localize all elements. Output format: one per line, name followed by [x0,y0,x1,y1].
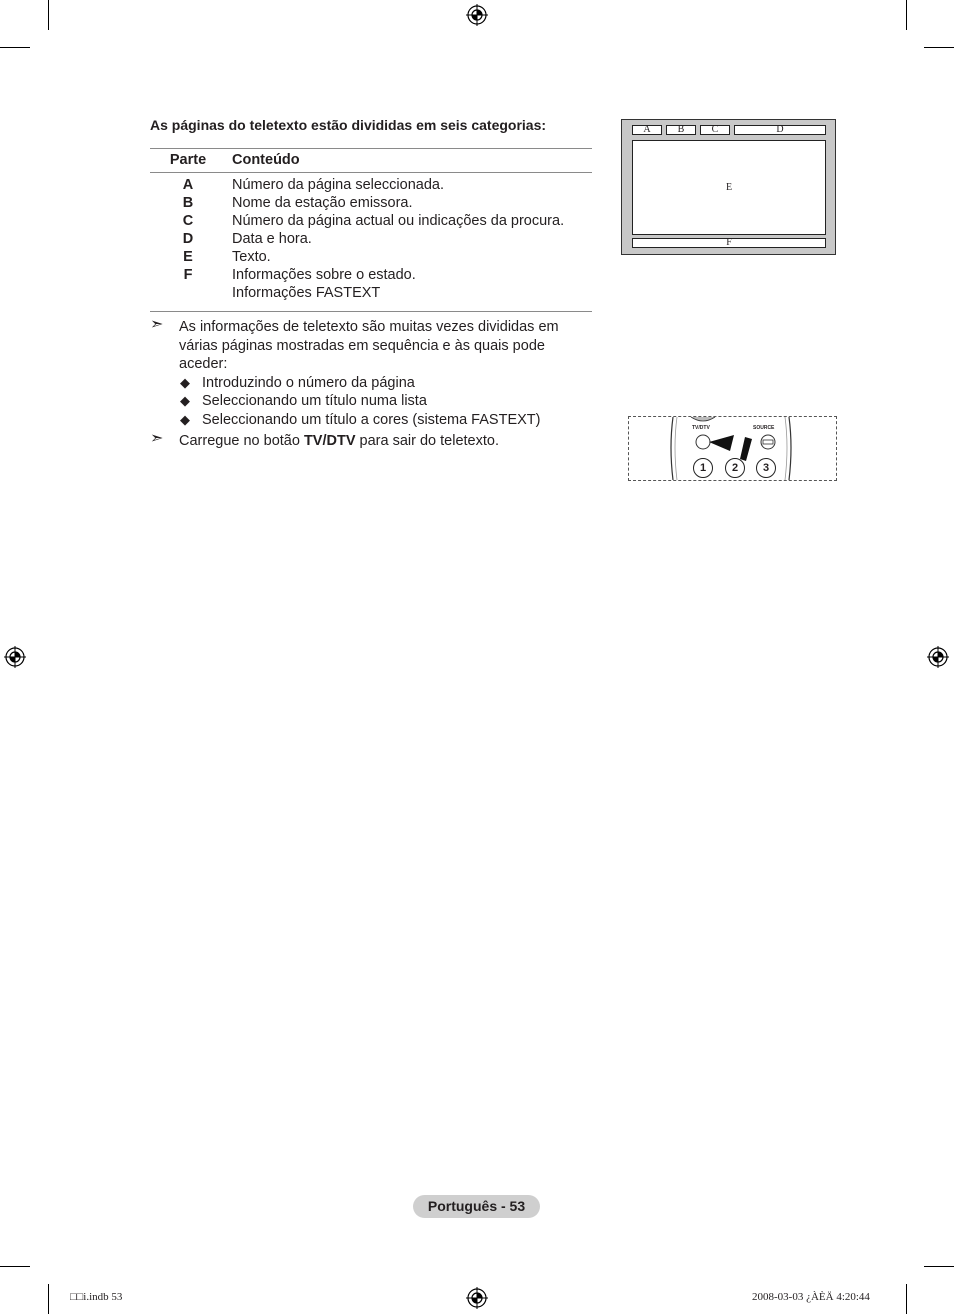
crop-mark [924,47,954,48]
print-slug-right: 2008-03-03 ¿ÀÈÄ 4:20:44 [752,1291,870,1303]
table-row [150,249,592,267]
table-row-content: Data e hora. [232,231,312,247]
table-row-part: D [182,231,194,247]
teletext-part-d: D [734,125,826,135]
table-row-part: F [183,267,193,283]
table-row [150,213,592,231]
section-heading: As páginas do teletexto estão divididas em seis categorias: [150,117,547,133]
table-row-content: Informações FASTEXT [232,285,381,301]
number-button-1: 1 [693,458,713,478]
crop-mark [924,1266,954,1267]
registration-mark-icon [4,646,26,668]
crop-mark [906,1284,907,1314]
teletext-part-a: A [632,125,662,135]
registration-mark-icon [466,1287,488,1309]
number-button-3: 3 [756,458,776,478]
table-row-content: Número da página actual ou indicações da procura. [232,213,565,229]
table-row-part: A [182,177,194,193]
list-item-text: Introduzindo o número da página [202,375,415,391]
teletext-diagram [621,119,836,255]
number-button-2: 2 [725,458,745,478]
table-row [150,231,592,249]
crop-mark [0,47,30,48]
registration-mark-icon [927,646,949,668]
tv-dtv-button-label: TV/DTV [692,425,710,431]
table-row-content: Informações sobre o estado. [232,267,416,283]
table-row-content: Nome da estação emissora. [232,195,413,211]
crop-mark [48,0,49,30]
note-paragraph [150,318,592,374]
table-row-part: B [182,195,194,211]
table-header-content: Conteúdo [232,152,300,168]
table-row [150,195,592,213]
remote-control-illustration [628,416,837,481]
table-header-rule [150,172,592,173]
tv-dtv-label: TV/DTV [303,433,356,449]
teletext-part-b: B [666,125,696,135]
source-button-label: SOURCE [753,425,775,431]
teletext-part-f: F [632,238,826,248]
note-arrow-icon: ➣ [150,316,164,333]
table-row [150,267,592,285]
teletext-part-c: C [700,125,730,135]
list-item-text: Seleccionando um título numa lista [202,393,427,409]
list-item-text: Seleccionando um título a cores (sistema FASTEXT) [202,412,541,428]
note-arrow-icon: ➣ [150,430,164,447]
table-row [150,177,592,195]
table-top-rule [150,148,592,149]
table-row-content: Texto. [232,249,271,265]
note-text [179,432,579,451]
diamond-bullet-icon: ◆ [180,412,190,427]
crop-mark [906,0,907,30]
note-text-post: para sair do teletexto. [355,433,499,449]
teletext-part-e: E [632,140,826,235]
table-row-content: Número da página seleccionada. [232,177,444,193]
diamond-bullet-icon: ◆ [180,375,190,390]
note-text: As informações de teletexto são muitas vezes divididas em várias páginas mostradas em sequência e às quais pode aceder: [179,319,559,372]
registration-mark-icon [466,4,488,26]
crop-mark [0,1266,30,1267]
note-paragraph [150,432,592,450]
note-text-pre: Carregue no botão [179,433,304,449]
diamond-bullet-icon: ◆ [180,393,190,408]
table-header-part: Parte [169,152,207,168]
crop-mark [48,1284,49,1314]
table-bottom-rule [150,311,592,312]
print-slug-left: □□i.indb 53 [70,1291,123,1303]
table-row-part: C [182,213,194,229]
page-number-badge: Português - 53 [413,1195,540,1218]
table-row [150,285,592,303]
table-row-part: E [183,249,193,265]
